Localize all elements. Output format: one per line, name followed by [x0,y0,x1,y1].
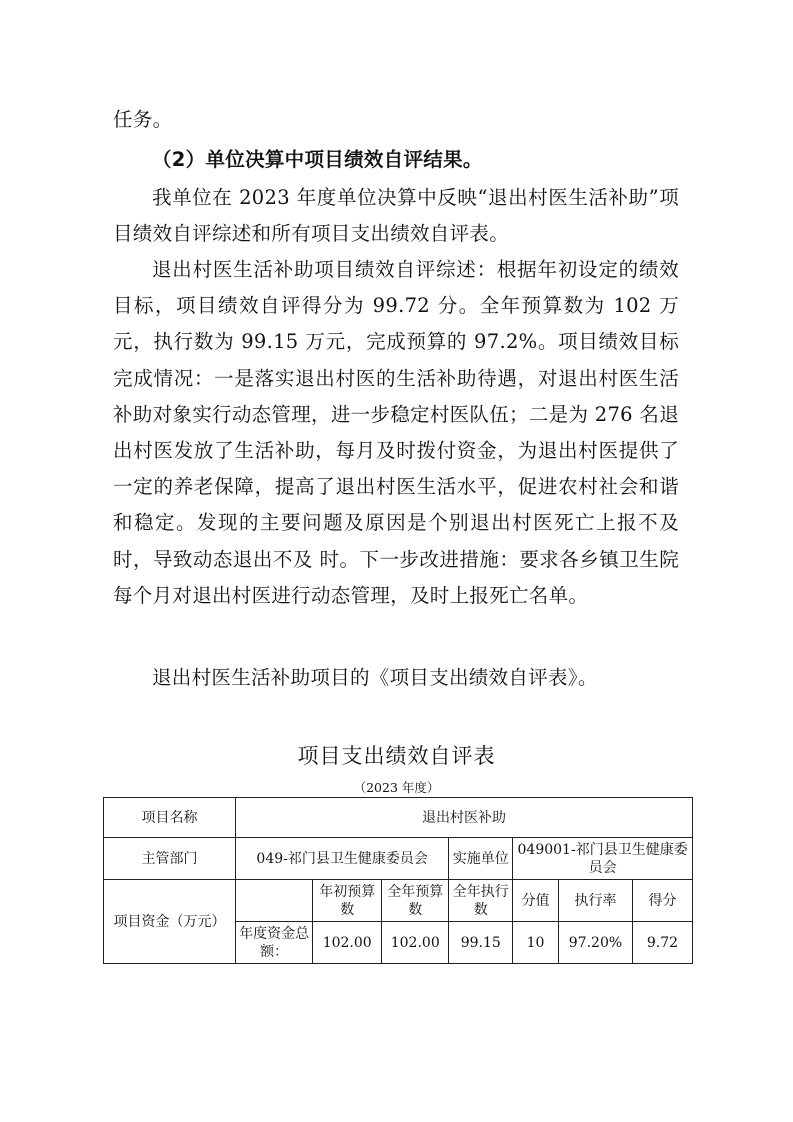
funds-label: 项目资金（万元） [104,880,236,964]
table-row [104,880,693,922]
paragraph-reference: 退出村医生活补助项目的《项目支出绩效自评表》。 [152,666,598,689]
table-title: 项目支出绩效自评表 [297,744,496,768]
funds-header: 全年执行数 [449,880,513,922]
self-evaluation-table [103,797,693,964]
funds-header: 全年预算数 [382,880,449,922]
funds-header: 得分 [633,880,693,922]
funds-value: 99.15 [449,922,513,964]
project-name-label: 项目名称 [104,798,236,838]
impl-unit-label: 实施单位 [449,838,513,880]
funds-value: 102.00 [382,922,449,964]
project-name-value: 退出村医补助 [236,798,693,838]
dept-label: 主管部门 [104,838,236,880]
funds-value: 102.00 [313,922,382,964]
funds-value: 97.20% [558,922,632,964]
funds-header: 分值 [513,880,559,922]
annual-total-label: 年度资金总额： [236,922,313,964]
paragraph-intro: 我单位在 2023 年度单位决算中反映“退出村医生活补助”项目绩效自评综述和所有项目支出绩效自评表。 [113,186,679,246]
table-row [104,798,693,838]
funds-value: 9.72 [633,922,693,964]
funds-header: 执行率 [558,880,632,922]
paragraph-summary: 退出村医生活补助项目绩效自评综述：根据年初设定的绩效目标，项目绩效自评得分为 99.72 分。全年预算数为 102 万元，执行数为 99.15 万元，完成预算的 97.2%。项目绩效目标完成情况：一是落实退出村医的生活补助待遇，对退出村医生活补助对象实行动态管理，进一步稳定村医队伍；二是为 276 名退出村医发放了生活补助，每月及时拨付资金，为退出村医提供了一定的养老保障，提高了退出村医生活水平，促进农村社会和谐和稳定。发现的主要问题及原因是个别退出村医死亡上报不及时，导致动态退出不及 时。下一步改进措施：要求各乡镇卫生院每个月对退出村医进行动态管理，及时上报死亡名单。 [113,258,679,607]
paragraph-tail: 任务。 [113,108,173,131]
funds-header-blank [236,880,313,922]
section-heading: （2）单位决算中项目绩效自评结果。 [152,148,483,171]
funds-value: 10 [513,922,559,964]
table-year: （2023 年度） [353,780,440,795]
funds-header: 年初预算数 [313,880,382,922]
impl-unit-value: 049001-祁门县卫生健康委员会 [513,838,693,880]
table-row [104,838,693,880]
dept-value: 049-祁门县卫生健康委员会 [236,838,449,880]
